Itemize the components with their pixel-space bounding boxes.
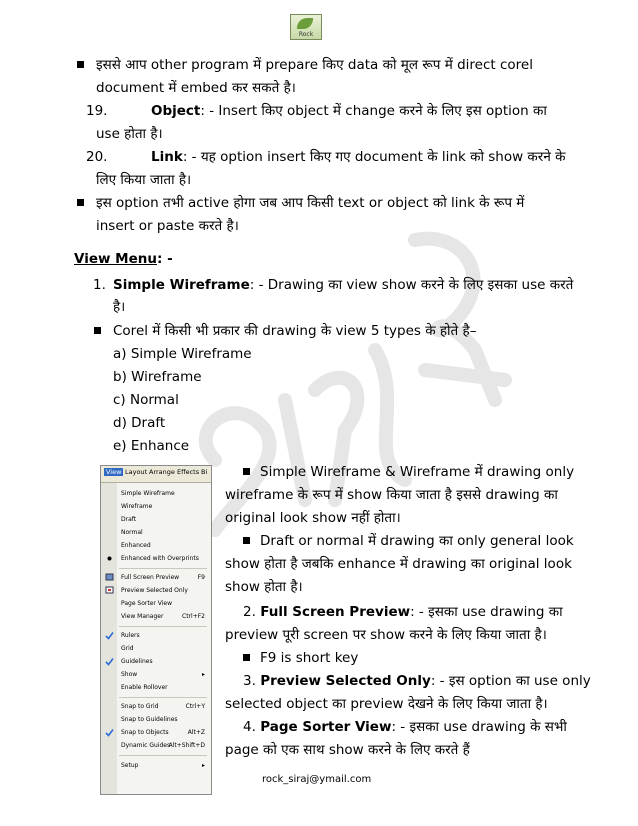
menu-separator	[119, 568, 207, 569]
heading-text: View Menu	[74, 251, 157, 267]
bullet-marker	[94, 327, 101, 334]
menu-item-label: Normal	[121, 529, 143, 536]
type-item: e) Enhance	[113, 438, 190, 454]
menu-item-label: Grid	[121, 645, 134, 652]
bullet-marker	[77, 61, 84, 68]
item-number: 3.	[243, 673, 256, 689]
text-line: show होता है जबकि enhance में drawing का original look	[225, 556, 572, 572]
menu-item-shortcut: Ctrl+Y	[185, 703, 205, 710]
item-title: Link	[151, 149, 183, 165]
text-line: लिए किया जाता है।	[96, 172, 192, 188]
menu-item[interactable]	[101, 669, 211, 680]
text-line: wireframe के रूप में show किया जाता है इससे drawing का	[225, 487, 558, 503]
submenu-arrow-icon: ▸	[201, 671, 205, 678]
menu-item[interactable]	[101, 714, 211, 725]
menu-item[interactable]	[101, 630, 211, 641]
menu-item[interactable]	[101, 527, 211, 538]
menu-item[interactable]	[101, 598, 211, 609]
menu-item-label: Dynamic Guides	[121, 742, 171, 749]
type-item: c) Normal	[113, 392, 179, 408]
menu-item-label: Guidelines	[121, 658, 153, 665]
menu-item-label: Snap to Guidelines	[121, 716, 178, 723]
item-number: 4.	[243, 719, 256, 735]
leaf-icon	[297, 18, 313, 29]
text-line	[151, 148, 565, 166]
menu-item-shortcut: Alt+Z	[187, 729, 205, 736]
menu-item[interactable]	[101, 643, 211, 654]
text-line: Corel में किसी भी प्रकार की drawing के view 5 types के होते है–	[113, 323, 477, 339]
item-number: 20.	[86, 149, 108, 165]
menu-view[interactable]: View	[106, 468, 122, 476]
bullet-marker	[243, 468, 250, 475]
menu-item[interactable]	[101, 682, 211, 693]
bullet-marker	[243, 537, 250, 544]
menu-item[interactable]	[101, 740, 211, 751]
text-line	[243, 603, 563, 621]
menu-item-label: Wireframe	[121, 503, 153, 510]
item-title: Object	[151, 103, 201, 119]
menu-bitmaps[interactable]: Bi	[201, 468, 208, 476]
preview-selected-icon	[105, 586, 114, 595]
text-line	[151, 102, 547, 120]
item-text: : - Insert किए object में change करने के लिए इस option का	[200, 103, 547, 119]
menu-layout[interactable]: Layout	[125, 468, 148, 476]
view-menu-screenshot	[100, 465, 212, 795]
item-title: Full Screen Preview	[260, 604, 411, 620]
text-line: use होता है।	[96, 126, 163, 142]
menu-item[interactable]	[101, 656, 211, 667]
bullet-marker	[77, 199, 84, 206]
menu-item[interactable]	[101, 585, 211, 596]
menu-item[interactable]	[101, 572, 211, 583]
menu-item[interactable]	[101, 727, 211, 738]
text-line	[113, 276, 573, 294]
item-text: : - इसका use drawing के सभी	[391, 719, 567, 735]
type-item: d) Draft	[113, 415, 166, 431]
rock-logo	[290, 14, 322, 40]
text-line: preview पूरी screen पर show करने के लिए किया जाता है।	[225, 627, 547, 643]
text-line: इस option तभी active होगा जब आप किसी text or object को link के रूप में	[96, 195, 525, 211]
menu-item-label: View Manager	[121, 613, 164, 620]
menu-item[interactable]	[101, 611, 211, 622]
item-text: : - इसका use drawing का	[410, 604, 563, 620]
menu-item[interactable]	[101, 553, 211, 564]
menu-item-shortcut: F9	[197, 574, 205, 581]
section-heading	[74, 250, 173, 268]
check-icon	[105, 631, 114, 640]
text-line: selected object का preview देखने के लिए किया जाता है।	[225, 696, 548, 712]
item-number: 2.	[243, 604, 256, 620]
menu-item-label: Snap to Objects	[121, 729, 169, 736]
menu-item-label: Rulers	[121, 632, 140, 639]
text-line: document में embed कर सकते है।	[96, 80, 296, 96]
heading-suffix: : -	[156, 251, 173, 267]
text-line: F9 is short key	[260, 650, 359, 666]
menu-item[interactable]	[101, 514, 211, 525]
menu-item[interactable]	[101, 501, 211, 512]
item-text: : - Drawing का view show करने के लिए इसका use करते	[249, 277, 574, 293]
text-line: Simple Wireframe & Wireframe में drawing only	[260, 464, 575, 480]
type-item: a) Simple Wireframe	[113, 346, 252, 362]
bullet-marker	[243, 654, 250, 661]
submenu-arrow-icon: ▸	[201, 762, 205, 769]
menu-arrange[interactable]: Arrange	[149, 468, 175, 476]
menu-item-label: Draft	[121, 516, 137, 523]
menu-item-shortcut: Ctrl+F2	[182, 613, 205, 620]
text-line	[243, 672, 591, 690]
item-title: Page Sorter View	[260, 719, 392, 735]
item-title: Preview Selected Only	[260, 673, 431, 689]
menu-bar	[101, 466, 211, 483]
check-icon	[105, 728, 114, 737]
full-screen-icon	[105, 573, 114, 582]
check-icon	[105, 657, 114, 666]
menu-separator	[119, 697, 207, 698]
menu-effects[interactable]: Effects	[177, 468, 200, 476]
text-line	[243, 718, 567, 736]
text-line: show होता है।	[225, 579, 303, 595]
menu-item-label: Simple Wireframe	[121, 490, 175, 497]
menu-item-label: Snap to Grid	[121, 703, 159, 710]
item-text: : - इस option का use only	[430, 673, 591, 689]
item-number: 1.	[93, 277, 106, 293]
radio-dot-icon	[105, 554, 114, 563]
footer-email: rock_siraj@ymail.com	[262, 774, 372, 785]
menu-item[interactable]	[101, 540, 211, 551]
menu-separator	[119, 755, 207, 756]
menu-item-label: Show	[121, 671, 138, 678]
item-title: Simple Wireframe	[113, 277, 250, 293]
menu-item[interactable]	[101, 760, 211, 771]
text-line: इससे आप other program में prepare किए data को मूल रूप में direct corel	[96, 57, 533, 73]
menu-item-label: Setup	[121, 762, 139, 769]
type-item: b) Wireframe	[113, 369, 202, 385]
menu-item-label: Enable Rollover	[121, 684, 168, 691]
menu-item-label: Enhanced with Overprints	[121, 555, 199, 562]
text-line: insert or paste करते है।	[96, 218, 239, 234]
logo-text: Rock	[298, 31, 314, 38]
menu-item[interactable]	[101, 701, 211, 712]
item-number: 19.	[86, 103, 108, 119]
menu-item-label: Preview Selected Only	[121, 587, 188, 594]
menu-item-label: Page Sorter View	[121, 600, 173, 607]
menu-item-label: Full Screen Preview	[121, 574, 180, 581]
text-line: original look show नहीं होता।	[225, 510, 401, 526]
text-line: Draft or normal में drawing का only general look	[260, 533, 574, 549]
item-text: : - यह option insert किए गए document के link को show करने के	[182, 149, 566, 165]
text-line: है।	[113, 299, 126, 315]
text-line: page को एक साथ show करने के लिए करते हैं	[225, 742, 470, 758]
menu-item-shortcut: Alt+Shift+D	[168, 742, 205, 749]
menu-item-label: Enhanced	[121, 542, 151, 549]
menu-item[interactable]	[101, 488, 211, 499]
menu-separator	[119, 626, 207, 627]
